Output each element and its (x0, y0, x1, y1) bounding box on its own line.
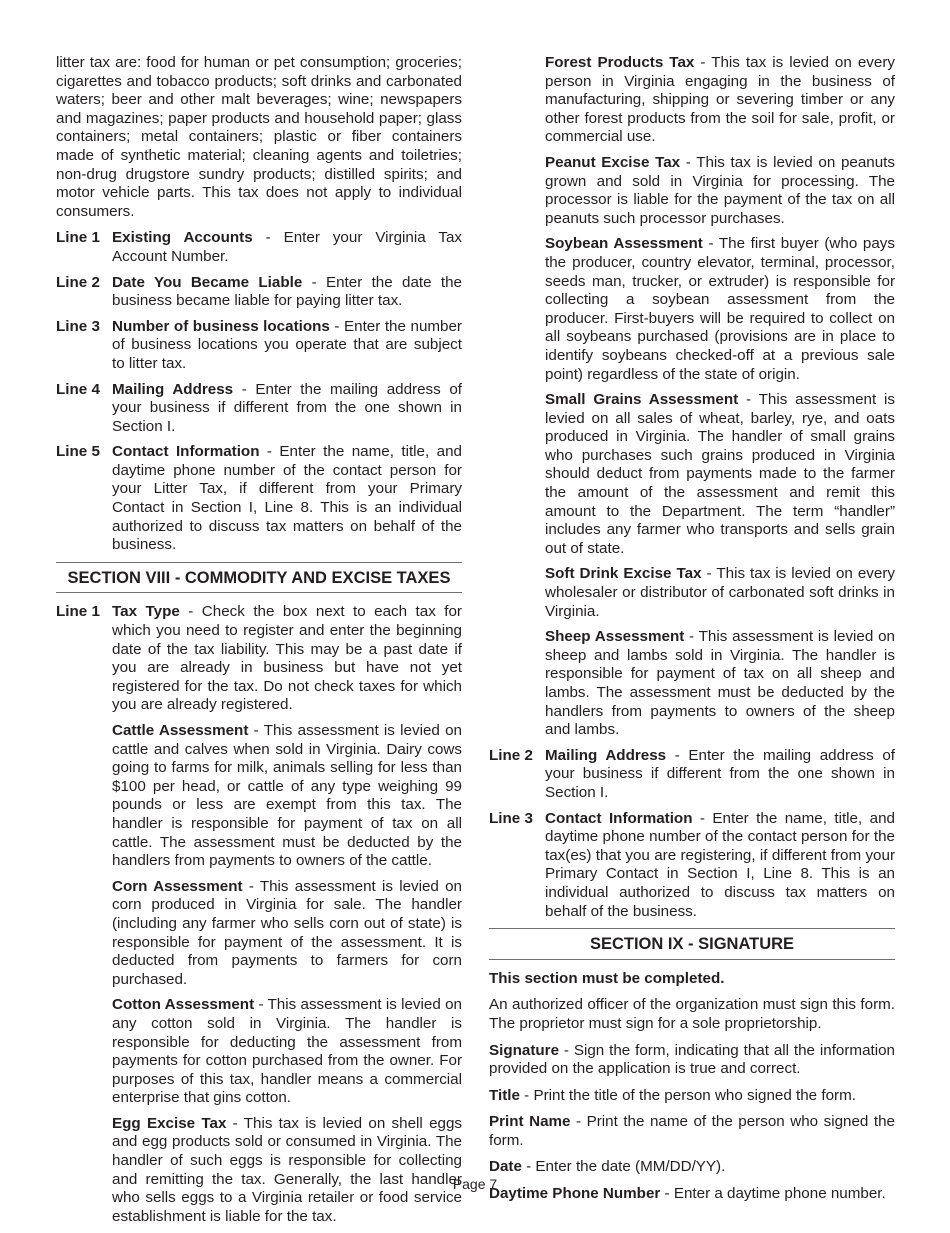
s8-line-1: Line 1 Tax Type - Check the box next to each tax for which you need to register and enter the beginning date of the tax liability. This may be a past date if you are already in business but have not yet registered for the tax. Do not check taxes for which you are already registered. (56, 603, 462, 714)
soft-drink-excise-tax: Soft Drink Excise Tax - This tax is levied on every wholesaler or distributor of carbonated soft drinks in Virginia. (545, 565, 896, 620)
s9-title: Title - Print the title of the person who signed the form. (489, 1086, 856, 1104)
s9-phone: Daytime Phone Number - Enter a daytime phone number. (489, 1185, 886, 1203)
litter-line-3: Line 3 Number of business locations - Enter the number of business locations you operate that are subject to litter tax. (56, 317, 462, 372)
forest-products-tax: Forest Products Tax - This tax is levied on every person in Virginia engaging in the business of manufacturing, shipping or severing timber or any other forest products from the soil for sale, profit, or commercial use. (545, 54, 895, 146)
litter-line-2: Line 2 Date You Became Liable - Enter the date the business became liable for paying litter tax. (56, 273, 462, 310)
section-9-heading: SECTION IX - SIGNATURE (489, 928, 895, 960)
cotton-assessment: Cotton Assessment - This assessment is levied on any cotton sold in Virginia. The handler is responsible for deducting the assessment from payments for cotton purchased from the owner. For purposes of this tax, handler means a commercial enterprise that gins cotton. (112, 996, 462, 1107)
corn-assessment: Corn Assessment - This assessment is levied on corn produced in Virginia for sale. The handler (including any farmer who sells corn out of state) is responsible for payment of the assessment. It is deducted from payments to farmers for corn purchased. (112, 877, 463, 988)
s9-required-note: This section must be completed. (489, 969, 725, 987)
peanut-excise-tax: Peanut Excise Tax - This tax is levied on peanuts grown and sold in Virginia for processing. The processor is liable for the payment of the tax on all peanuts such processor purchases. (545, 153, 895, 227)
s9-signature: Signature - Sign the form, indicating that all the information provided on the application is true and correct. (489, 1041, 895, 1078)
s9-print-name: Print Name - Print the name of the person who signed the form. (489, 1113, 895, 1149)
s9-intro: An authorized officer of the organization must sign this form. The proprietor must sign for a sole proprietorship. (489, 996, 895, 1032)
right-column (489, 54, 895, 1212)
page-number: Page 7 (452, 1176, 498, 1192)
egg-excise-tax: Egg Excise Tax - This tax is levied on shell eggs and egg products sold or consumed in Virginia. The handler of such eggs is responsible for collecting and remitting the tax. Generally, the last handler who sells eggs to a Virginia retailer or food service establishment is liable for the tax. (112, 1114, 462, 1225)
s8-line-2: Line 2 Mailing Address - Enter the mailing address of your business if different from the one shown in Section I. (489, 746, 895, 801)
s9-date: Date - Enter the date (MM/DD/YY). (489, 1158, 726, 1176)
sheep-assessment: Sheep Assessment - This assessment is levied on sheep and lambs sold in Virginia. The handler is responsible for payment of tax on all sheep and lambs. The assessment must be deducted by the handlers from payments to owners of the sheep and lambs. (545, 628, 895, 739)
left-column (56, 54, 462, 1233)
section-8-heading: SECTION VIII - COMMODITY AND EXCISE TAXES (56, 562, 462, 594)
s8-line-3: Line 3 Contact Information - Enter the name, title, and daytime phone number of the contact person for the tax(es) that you are registering, if different from your Primary Contact in Section I, Line 8. This is an individual authorized to discuss tax matters on behalf of the business. (489, 809, 895, 920)
litter-line-5: Line 5 Contact Information - Enter the name, title, and daytime phone number of the contact person for your Litter Tax, if different from your Primary Contact in Section I, Line 8. This is an individual authorized to discuss tax matters on behalf of the business. (56, 443, 462, 554)
litter-line-1: Line 1 Existing Accounts - Enter your Virginia Tax Account Number. (56, 229, 462, 265)
litter-tax-intro: litter tax are: food for human or pet consumption; groceries; cigarettes and tobacco products; soft drinks and carbonated waters; beer and other malt beverages; wine; newspapers and magazines; paper products and household paper; glass containers; metal containers; plastic or fiber containers made of synthetic material; cleaning agents and toiletries; non-drug drugstore sundry products; distilled spirits; and motor vehicle parts. This tax does not apply to individual consumers. (56, 54, 462, 220)
litter-line-4: Line 4 Mailing Address - Enter the mailing address of your business if different from the one shown in Section I. (56, 380, 462, 435)
soybean-assessment: Soybean Assessment - The first buyer (who pays the producer, country elevator, terminal, processor, seeds man, trucker, or extruder) is responsible for collecting a soybean assessment from the producer. First-buyers will be required to collect on all soybeans purchased (provisions are in place to identify soybeans checked-off at a previous sale point) regardless of the state of origin. (545, 235, 895, 383)
cattle-assessment: Cattle Assessment - This assessment is levied on cattle and calves when sold in Virginia. Dairy cows going to farms for milk, animals selling for less than $100 per head, or cattle of any type weighing 99 pounds or less are exempt from this tax. The handler is responsible for payment of tax on all cattle. The assessment must be deducted by the handlers from payments to owners of the cattle. (112, 722, 462, 870)
small-grains-assessment: Small Grains Assessment - This assessment is levied on all sales of wheat, barley, rye, and oats produced in Virginia. The handler of small grains who purchases such grains produced in Virginia should deduct from payments made to the farmer the amount of the assessment and remit this amount to the Department. The term “handler” includes any farmer who transports and sells grain out of state. (545, 391, 895, 557)
